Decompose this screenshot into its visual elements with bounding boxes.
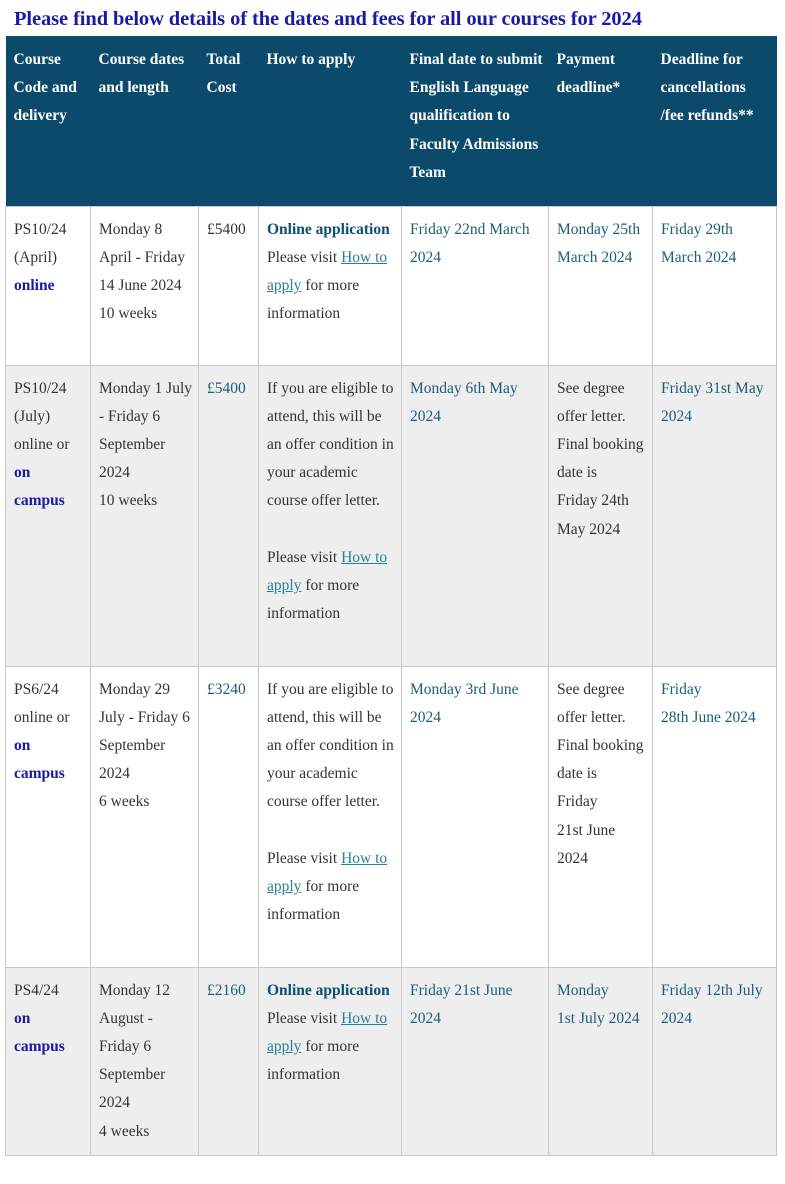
- delivery-mode: on campus: [14, 1009, 65, 1055]
- payment-deadline-cell: See degree offer letter. Final booking date is Friday 24th May 2024: [549, 365, 653, 666]
- visit-suffix: for more information: [267, 877, 360, 923]
- how-to-apply-cell: [259, 365, 402, 666]
- course-dates-cell: [91, 206, 199, 365]
- visit-prefix: Please visit: [267, 548, 338, 566]
- course-dates: Monday 1 July - Friday 6 September 2024: [99, 379, 192, 482]
- column-header: Final date to submit English Language qualification to Faculty Admissions Team: [402, 36, 549, 206]
- how-to-apply-link[interactable]: How to apply: [267, 1009, 388, 1055]
- table-row: [6, 206, 777, 365]
- payment-deadline-cell: Monday 1st July 2024: [549, 967, 653, 1155]
- column-header: Payment deadline*: [549, 36, 653, 206]
- refund-deadline-cell: Friday 12th July 2024: [653, 967, 777, 1155]
- course-code-cell: [6, 666, 91, 967]
- course-dates-cell: [91, 967, 199, 1155]
- apply-heading: Online application: [267, 220, 390, 238]
- refund-deadline-cell: Friday 31st May 2024: [653, 365, 777, 666]
- how-to-apply-link[interactable]: How to apply: [267, 548, 388, 594]
- table-row: [6, 365, 777, 666]
- apply-heading: Online application: [267, 981, 390, 999]
- total-cost-cell: £2160: [199, 967, 259, 1155]
- total-cost-cell: £3240: [199, 666, 259, 967]
- course-dates: Monday 12 August - Friday 6 September 2024: [99, 981, 171, 1112]
- refund-deadline-cell: Friday 29th March 2024: [653, 206, 777, 365]
- english-deadline-cell: Friday 22nd March 2024: [402, 206, 549, 365]
- course-length: 6 weeks: [99, 793, 150, 811]
- column-header: Deadline for cancellations /fee refunds**: [653, 36, 777, 206]
- course-dates: Monday 8 April - Friday 14 June 2024: [99, 220, 186, 294]
- course-length: 4 weeks: [99, 1122, 150, 1140]
- page-heading: Please find below details of the dates and fees for all our courses for 2024: [14, 8, 642, 30]
- payment-deadline-cell: See degree offer letter. Final booking date is Friday 21st June 2024: [549, 666, 653, 967]
- course-dates-cell: [91, 365, 199, 666]
- how-to-apply-cell: [259, 206, 402, 365]
- refund-deadline-cell: Friday 28th June 2024: [653, 666, 777, 967]
- delivery-prefix: online or: [14, 708, 70, 726]
- intake-label: (April): [14, 248, 58, 266]
- visit-suffix: for more information: [267, 576, 360, 622]
- how-to-apply-cell: [259, 967, 402, 1155]
- column-header: Total Cost: [199, 36, 259, 206]
- intake-label: (July): [14, 407, 51, 425]
- course-code: PS6/24: [14, 680, 59, 698]
- column-header: How to apply: [259, 36, 402, 206]
- course-code-cell: [6, 206, 91, 365]
- how-to-apply-cell: [259, 666, 402, 967]
- course-dates: Monday 29 July - Friday 6 September 2024: [99, 680, 190, 783]
- english-deadline-cell: Monday 6th May 2024: [402, 365, 549, 666]
- payment-deadline-cell: Monday 25th March 2024: [549, 206, 653, 365]
- table-header-row: [6, 36, 777, 206]
- visit-suffix: for more information: [267, 1037, 360, 1084]
- apply-intro: If you are eligible to attend, this will be an offer condition in your academic course offer letter.: [267, 379, 394, 510]
- how-to-apply-link[interactable]: How to apply: [267, 849, 388, 895]
- course-code: PS10/24: [14, 379, 67, 397]
- english-deadline-cell: Friday 21st June 2024: [402, 967, 549, 1155]
- total-cost-cell: £5400: [199, 206, 259, 365]
- course-length: 10 weeks: [99, 492, 158, 510]
- delivery-prefix: online or: [14, 435, 70, 453]
- table-row: [6, 967, 777, 1155]
- delivery-mode: on campus: [14, 464, 65, 510]
- apply-intro: If you are eligible to attend, this will be an offer condition in your academic course offer letter.: [267, 680, 394, 811]
- english-deadline-cell: Monday 3rd June 2024: [402, 666, 549, 967]
- visit-prefix: Please visit: [267, 248, 338, 266]
- visit-prefix: Please visit: [267, 849, 338, 867]
- column-header: Course dates and length: [91, 36, 199, 206]
- visit-suffix: for more information: [267, 276, 360, 323]
- course-code: PS4/24: [14, 981, 59, 999]
- course-code: PS10/24: [14, 220, 67, 238]
- course-fees-table: [5, 36, 777, 1156]
- course-code-cell: [6, 365, 91, 666]
- delivery-mode: on campus: [14, 736, 65, 783]
- course-length: 10 weeks: [99, 305, 158, 323]
- total-cost-cell: £5400: [199, 365, 259, 666]
- table-row: [6, 666, 777, 967]
- delivery-mode: online: [14, 276, 55, 294]
- how-to-apply-link[interactable]: How to apply: [267, 248, 388, 294]
- column-header: Course Code and delivery: [6, 36, 91, 206]
- course-code-cell: [6, 967, 91, 1155]
- visit-prefix: Please visit: [267, 1009, 338, 1027]
- course-dates-cell: [91, 666, 199, 967]
